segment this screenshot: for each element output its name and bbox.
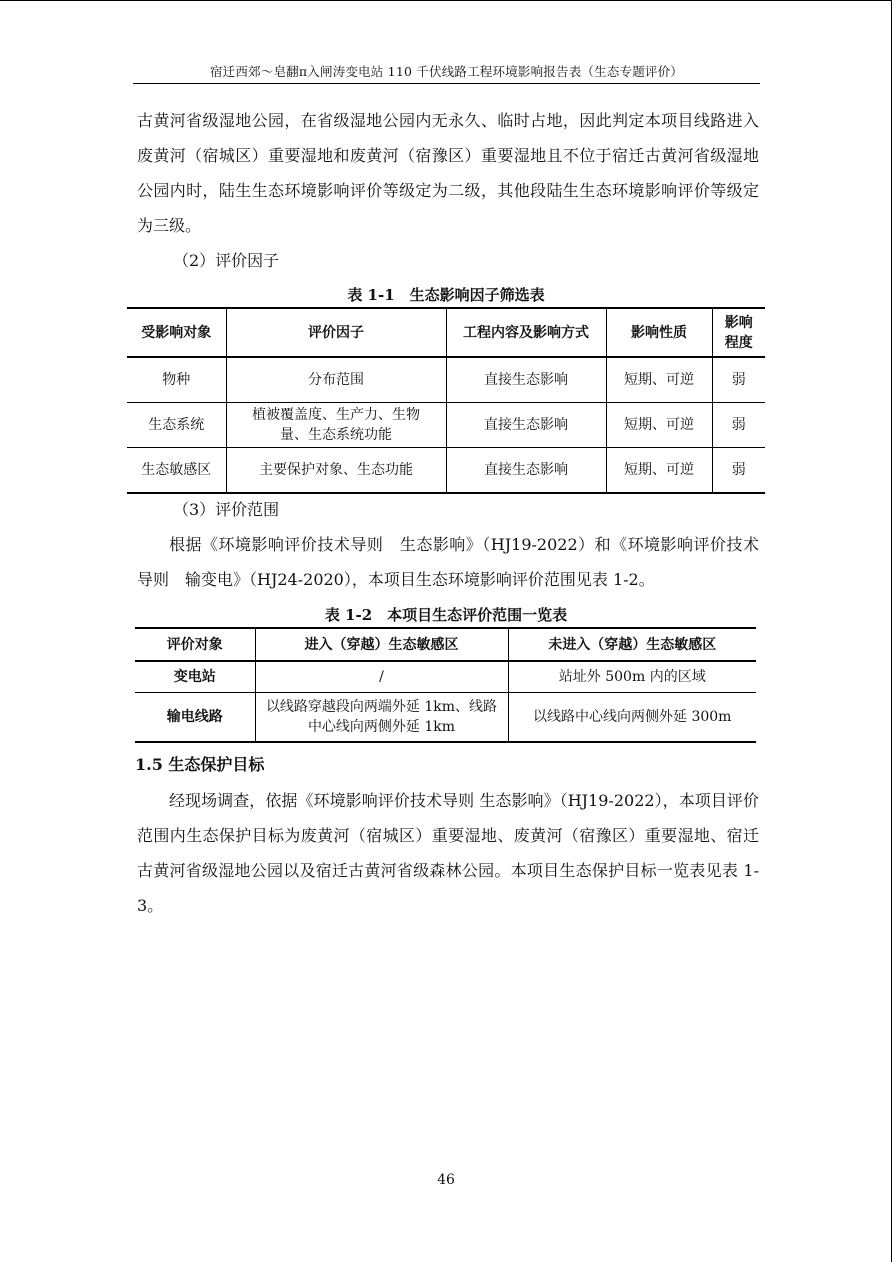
table-cell: 以线路穿越段向两端外延 1km、线路中心线向两侧外延 1km: [255, 693, 508, 743]
table-cell: /: [255, 661, 508, 693]
protection-target-paragraph: 经现场调查，依据《环境影响评价技术导则 生态影响》（HJ19-2022），本项目评价范围内生态保护目标为废黄河（宿城区）重要湿地、废黄河（宿豫区）重要湿地、宿迁古黄河省级湿地公园以及宿迁古黄河省级森林公园。本项目生态保护目标一览表见表 1-3。: [137, 791, 759, 915]
table-cell: 分布范围: [226, 357, 446, 403]
column-header: 评价因子: [226, 308, 446, 357]
table-cell: 弱: [712, 448, 765, 494]
table-header-row: [135, 628, 756, 661]
column-header: 进入（穿越）生态敏感区: [255, 628, 508, 661]
table-cell: 植被覆盖度、生产力、生物量、生态系统功能: [226, 403, 446, 448]
intro-paragraph: 古黄河省级湿地公园，在省级湿地公园内无永久、临时占地，因此判定本项目线路进入废黄河（宿城区）重要湿地和废黄河（宿豫区）重要湿地且不位于宿迁古黄河省级湿地公园内时，陆生生态环境影响评价等级定为二级，其他段陆生生态环境影响评价等级定为三级。: [137, 111, 759, 235]
table-cell: 物种: [162, 372, 191, 388]
table-cell: 直接生态影响: [446, 357, 606, 403]
factor-screening-table: [127, 307, 765, 494]
page-number: 46: [437, 1172, 455, 1188]
table2-caption: 表 1-2 本项目生态评价范围一览表: [324, 606, 568, 624]
table-cell: 生态系统: [127, 403, 226, 448]
column-header: 未进入（穿越）生态敏感区: [508, 628, 756, 661]
table-row: [135, 661, 756, 693]
table-row: [127, 357, 765, 403]
table-cell: 主要保护对象、生态功能: [226, 448, 446, 494]
page-border-top: [0, 0, 892, 1]
column-header: 工程内容及影响方式: [446, 308, 606, 357]
evaluation-range-table: [135, 627, 756, 743]
table-row: [127, 448, 765, 494]
table-cell: 短期、可逆: [606, 403, 712, 448]
table-cell: 弱: [712, 403, 765, 448]
table-cell: 变电站: [173, 669, 216, 685]
range-paragraph: 根据《环境影响评价技术导则 生态影响》（HJ19-2022）和《环境影响评价技术导则 输变电》（HJ24-2020），本项目生态环境影响评价范围见表 1-2。: [137, 535, 759, 589]
table-header-row: [127, 308, 765, 357]
table-cell: 直接生态影响: [446, 403, 606, 448]
table-row: [135, 693, 756, 743]
table-cell: 以线路中心线向两侧外延 300m: [508, 693, 756, 743]
table-row: [127, 403, 765, 448]
table-cell: 短期、可逆: [606, 448, 712, 494]
table1-caption: 表 1-1 生态影响因子筛选表: [347, 286, 545, 304]
table-cell: 直接生态影响: [446, 448, 606, 494]
running-header: 宿迁西郊～皂翻π入闸涛变电站 110 千伏线路工程环境影响报告表（生态专题评价）: [209, 64, 684, 79]
item-evaluation-range: （3）评价范围: [173, 500, 280, 519]
column-header: 受影响对象: [127, 308, 226, 357]
column-header: 影响性质: [606, 308, 712, 357]
table-cell: 站址外 500m 内的区域: [508, 661, 756, 693]
table-cell: 输电线路: [135, 693, 255, 743]
column-header: 评价对象: [135, 628, 255, 661]
table-cell: 短期、可逆: [606, 357, 712, 403]
table-cell: 生态敏感区: [127, 448, 226, 494]
section-heading: 1.5 生态保护目标: [135, 755, 265, 774]
item-evaluation-factors: （2）评价因子: [173, 251, 280, 270]
header-rule: [133, 83, 760, 84]
column-header: 影响程度: [712, 308, 765, 357]
table-cell: 弱: [712, 357, 765, 403]
